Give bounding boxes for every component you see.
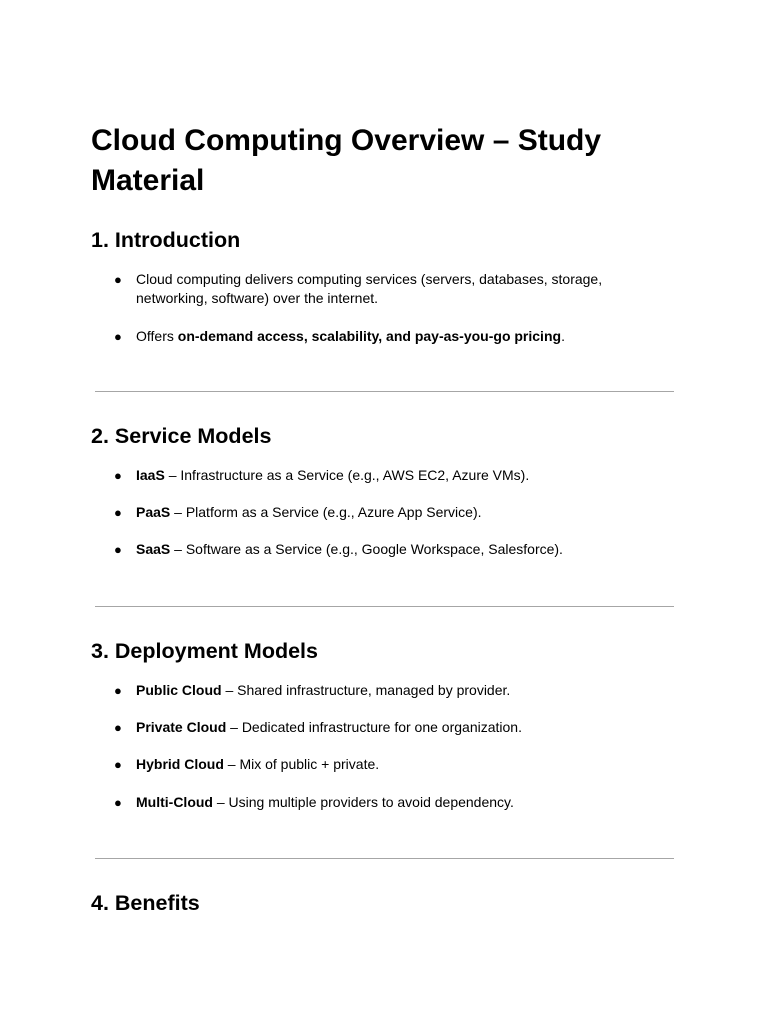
bullet-icon: ● xyxy=(114,795,122,810)
list-item-bold: IaaS xyxy=(136,467,165,483)
bullet-icon: ● xyxy=(114,757,122,772)
list-item-text xyxy=(136,466,676,485)
section-heading-deployment-models: 3. Deployment Models xyxy=(91,639,318,663)
section-divider xyxy=(95,858,674,859)
list-item-text xyxy=(136,793,676,812)
list-item-suffix: . xyxy=(561,328,565,344)
list-item-text xyxy=(136,327,676,346)
section-heading-benefits: 4. Benefits xyxy=(91,891,200,915)
list-item-bold: SaaS xyxy=(136,541,171,557)
bullet-icon: ● xyxy=(114,468,122,483)
section-divider xyxy=(95,606,674,607)
list-item-description: – Infrastructure as a Service (e.g., AWS EC2, Azure VMs). xyxy=(164,467,530,483)
list-item-text xyxy=(136,540,676,559)
list-item-bold: Multi-Cloud xyxy=(136,794,213,810)
bullet-icon: ● xyxy=(114,505,122,520)
list-item-bold: Public Cloud xyxy=(136,682,222,698)
list-item-description: – Using multiple providers to avoid dependency. xyxy=(212,794,514,810)
list-item-bold: on-demand access, scalability, and pay-as-you-go pricing xyxy=(177,328,562,344)
list-item-description: – Shared infrastructure, managed by provider. xyxy=(221,682,511,698)
section-divider xyxy=(95,391,674,392)
bullet-icon: ● xyxy=(114,683,122,698)
list-item-description: – Mix of public + private. xyxy=(223,756,380,772)
page-title: Cloud Computing Overview – Study Material xyxy=(91,124,602,197)
list-item-text: Cloud computing delivers computing services (servers, databases, storage, networking, software) over the internet. xyxy=(136,271,603,306)
bullet-icon: ● xyxy=(114,272,122,287)
section-heading-service-models: 2. Service Models xyxy=(91,424,272,448)
bullet-icon: ● xyxy=(114,720,122,735)
list-item-text xyxy=(136,681,676,700)
list-item-bold: Hybrid Cloud xyxy=(136,756,224,772)
section-heading-introduction: 1. Introduction xyxy=(91,228,241,252)
list-item-description: – Dedicated infrastructure for one organization. xyxy=(226,719,522,735)
bullet-icon: ● xyxy=(114,329,122,344)
bullet-icon: ● xyxy=(114,542,122,557)
list-item-description: – Platform as a Service (e.g., Azure App Service). xyxy=(170,504,482,520)
list-item-lead: Offers xyxy=(136,328,178,344)
list-item-text xyxy=(136,755,676,774)
list-item-bold: PaaS xyxy=(136,504,171,520)
list-item-text xyxy=(136,718,676,737)
list-item-description: – Software as a Service (e.g., Google Workspace, Salesforce). xyxy=(170,541,563,557)
list-item-text xyxy=(136,503,676,522)
list-item-bold: Private Cloud xyxy=(136,719,227,735)
